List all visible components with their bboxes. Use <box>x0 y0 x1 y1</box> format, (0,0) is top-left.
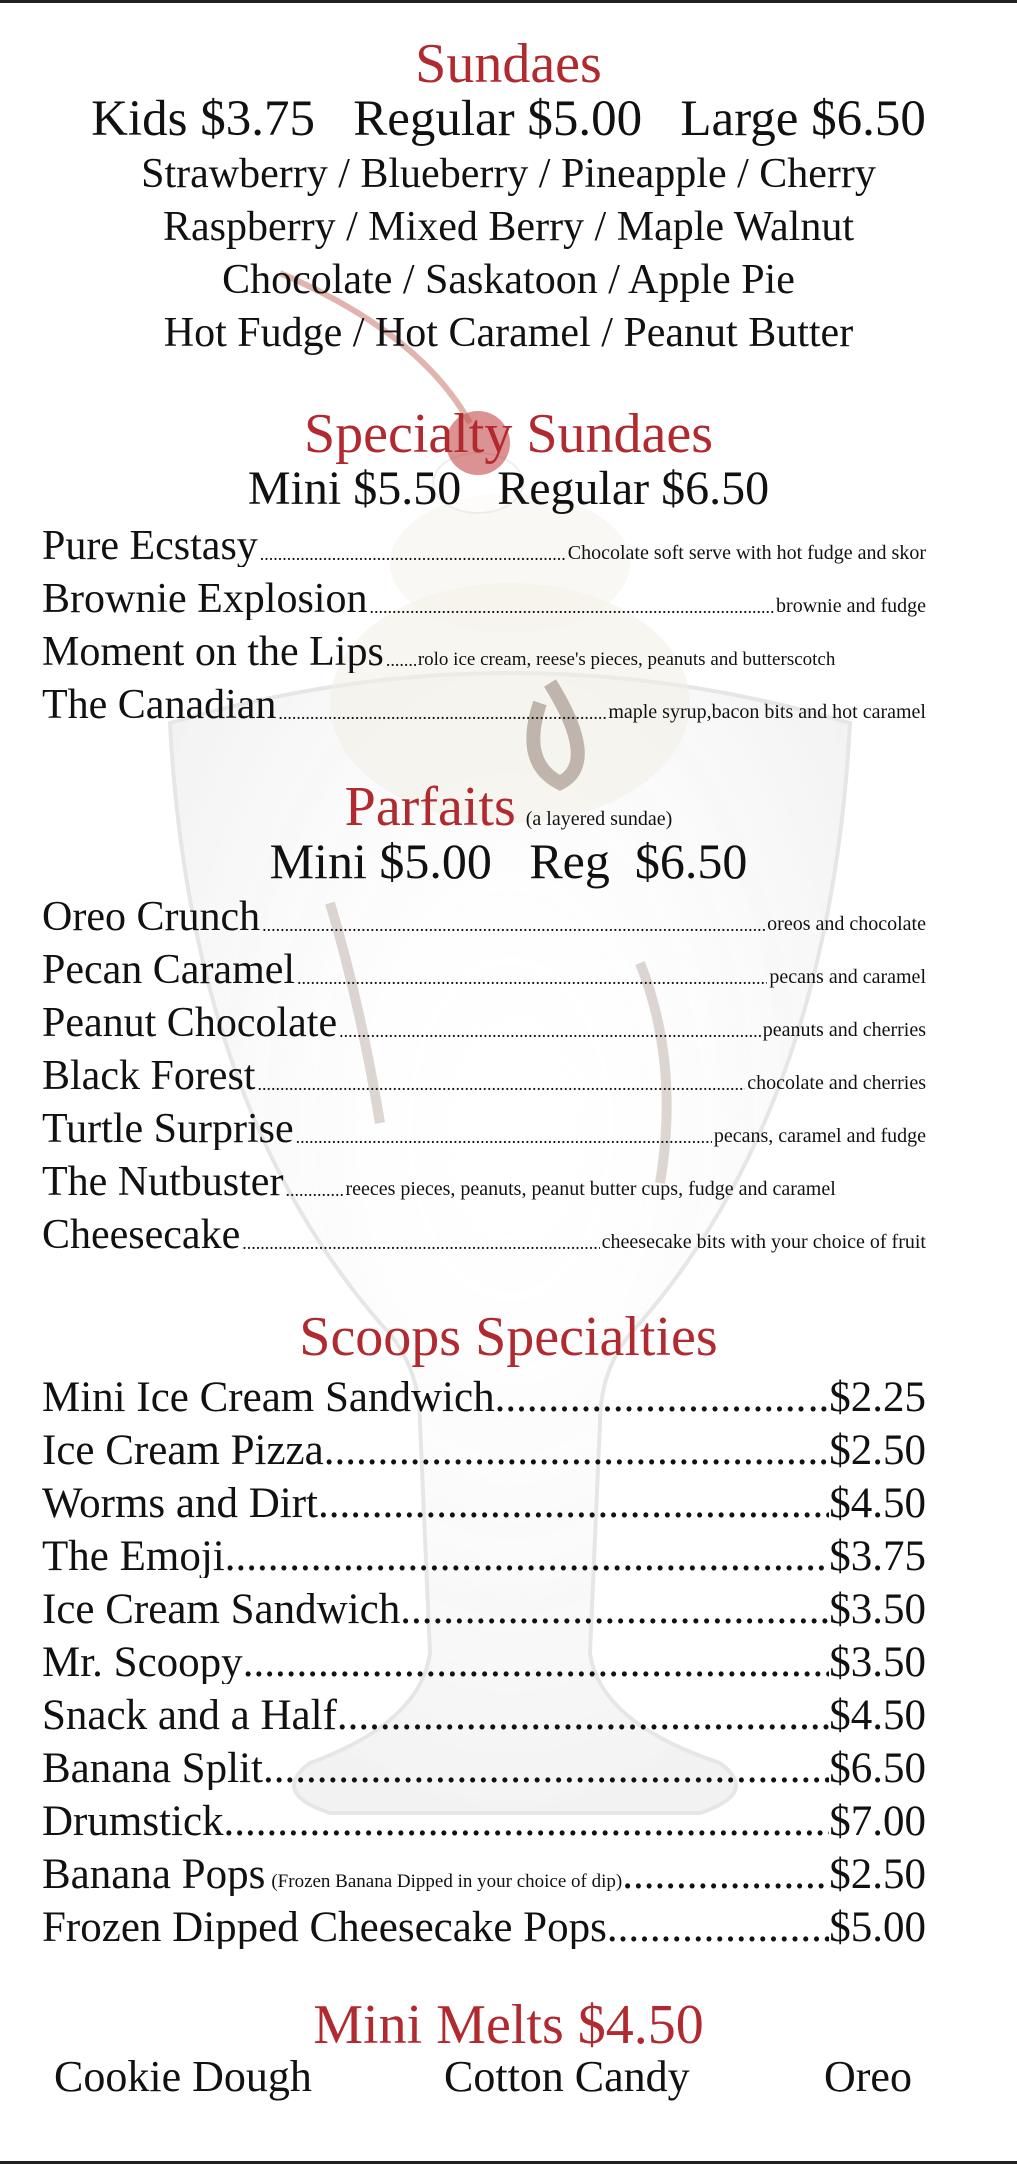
parfait-item <box>42 998 926 1044</box>
mini-melts-title: Mini Melts $4.50 <box>313 1994 704 2056</box>
item-name: Oreo Crunch <box>42 894 261 938</box>
item-price: $3.50 <box>829 1586 926 1631</box>
parfait-item <box>42 892 926 938</box>
menu-content <box>0 3 1017 2164</box>
sundaes-prices: Kids $3.75 Regular $5.00 Large $6.50 <box>91 91 926 147</box>
specialty-item <box>42 680 926 726</box>
scoops-item <box>42 1581 926 1631</box>
item-price: $2.50 <box>829 1851 926 1896</box>
item-note: (Frozen Banana Dipped in your choice of dip) <box>271 1871 623 1892</box>
sundae-flavors-line-2: Raspberry / Mixed Berry / Maple Walnut <box>162 204 855 250</box>
scoops-item <box>42 1475 926 1525</box>
item-name: Black Forest <box>42 1053 256 1097</box>
scoops-item <box>42 1528 926 1578</box>
dot-leader <box>243 1641 830 1684</box>
specialty-item <box>42 627 926 673</box>
item-price: $5.00 <box>829 1904 926 1949</box>
dot-leader <box>262 916 765 934</box>
item-name: Banana Split <box>42 1745 263 1790</box>
dot-leader <box>278 704 606 722</box>
item-description: oreos and chocolate <box>767 913 926 935</box>
item-name: The Canadian <box>42 682 277 726</box>
sundae-flavors-line-3: Chocolate / Saskatoon / Apple Pie <box>222 257 795 303</box>
dot-leader <box>337 1694 829 1737</box>
dot-leader <box>296 1128 712 1146</box>
parfaits-heading <box>0 776 1017 838</box>
dot-leader <box>495 1376 808 1419</box>
dot-leader <box>369 598 774 616</box>
item-description: brownie and fudge <box>776 595 926 617</box>
mini-melt-flavor: Cookie Dough <box>54 2052 312 2101</box>
dot-leader <box>318 1482 829 1525</box>
parfait-item <box>42 1210 926 1256</box>
scoops-item <box>42 1687 926 1737</box>
mini-melt-flavor: Oreo <box>824 2052 912 2101</box>
dot-leader <box>242 1234 599 1252</box>
dot-leader <box>260 545 566 563</box>
dot-leader <box>285 1181 343 1199</box>
item-description: pecans, caramel and fudge <box>713 1125 926 1147</box>
item-description: reeces pieces, peanuts, peanut butter cups, fudge and caramel <box>345 1178 836 1200</box>
item-name: Mr. Scoopy <box>42 1639 243 1684</box>
item-name: Snack and a Half <box>42 1692 337 1737</box>
item-name: Banana Pops <box>42 1851 266 1896</box>
parfait-item <box>42 945 926 991</box>
item-name: Peanut Chocolate <box>42 1000 338 1044</box>
item-name: Frozen Dipped Cheesecake Pops <box>42 1904 607 1949</box>
dot-leader <box>297 969 767 987</box>
scoops-item <box>42 1422 926 1472</box>
item-price: $4.50 <box>829 1692 926 1737</box>
scoops-item <box>42 1369 926 1419</box>
dot-leader <box>386 651 416 669</box>
item-name: Ice Cream Pizza <box>42 1427 324 1472</box>
dot-leader <box>339 1022 761 1040</box>
item-price: $3.75 <box>829 1533 926 1578</box>
item-price: $6.50 <box>829 1745 926 1790</box>
item-name: Moment on the Lips <box>42 629 384 673</box>
dot-leader <box>263 1747 829 1790</box>
item-name: Pure Ecstasy <box>42 523 258 567</box>
dot-leader <box>224 1800 830 1843</box>
dot-leader <box>257 1075 745 1093</box>
mini-melt-flavor: Cotton Candy <box>444 2052 690 2101</box>
scoops-item <box>42 1740 926 1790</box>
item-price: ..$2.25 <box>807 1374 926 1419</box>
item-description: peanuts and cherries <box>762 1019 926 1041</box>
item-price: $3.50 <box>829 1639 926 1684</box>
item-name: Drumstick <box>42 1798 224 1843</box>
dot-leader <box>225 1535 830 1578</box>
sundae-flavors-line-1: Strawberry / Blueberry / Pineapple / Cherry <box>141 151 876 197</box>
item-name: The Emoji <box>42 1533 225 1578</box>
scoops-item <box>42 1793 926 1843</box>
dot-leader <box>324 1429 830 1472</box>
item-description: rolo ice cream, reese's pieces, peanuts and butterscotch <box>417 649 836 670</box>
parfait-item <box>42 1104 926 1150</box>
sundae-flavors-line-4: Hot Fudge / Hot Caramel / Peanut Butter <box>163 310 854 356</box>
parfaits-subtitle: (a layered sundae) <box>525 808 673 830</box>
parfaits-title: Parfaits <box>344 776 516 838</box>
item-description: chocolate and cherries <box>747 1072 926 1094</box>
specialty-item <box>42 574 926 620</box>
item-name: Cheesecake <box>42 1212 241 1256</box>
parfait-item <box>42 1157 926 1203</box>
item-price: $7.00 <box>829 1798 926 1843</box>
scoops-specialties-title: Scoops Specialties <box>299 1306 718 1368</box>
specialty-sundaes-title: Specialty Sundaes <box>303 403 714 465</box>
scoops-item <box>42 1634 926 1684</box>
scoops-item <box>42 1899 926 1949</box>
dot-leader <box>622 1853 829 1896</box>
item-name: Pecan Caramel <box>42 947 296 991</box>
item-description: pecans and caramel <box>769 966 926 988</box>
item-name: The Nutbuster <box>42 1159 284 1203</box>
item-name: Brownie Explosion <box>42 576 368 620</box>
item-name: Turtle Surprise <box>42 1106 294 1150</box>
specialty-item <box>42 521 926 567</box>
item-price: $2.50 <box>829 1427 926 1472</box>
dot-leader <box>400 1588 829 1631</box>
dot-leader <box>607 1906 829 1949</box>
item-name: Worms and Dirt <box>42 1480 318 1525</box>
sundaes-title: Sundaes <box>415 33 602 95</box>
scoops-item <box>42 1846 926 1896</box>
item-name: Mini Ice Cream Sandwich <box>42 1374 495 1419</box>
parfait-item <box>42 1051 926 1097</box>
item-name: Ice Cream Sandwich <box>42 1586 401 1631</box>
item-description: maple syrup,bacon bits and hot caramel <box>608 701 926 723</box>
parfaits-prices: Mini $5.00 Reg $6.50 <box>269 833 748 889</box>
specialty-sundaes-prices: Mini $5.50 Regular $6.50 <box>247 462 770 515</box>
item-description: Chocolate soft serve with hot fudge and skor <box>567 542 926 564</box>
item-price: $4.50 <box>829 1480 926 1525</box>
item-description: cheesecake bits with your choice of fruit <box>601 1231 926 1253</box>
